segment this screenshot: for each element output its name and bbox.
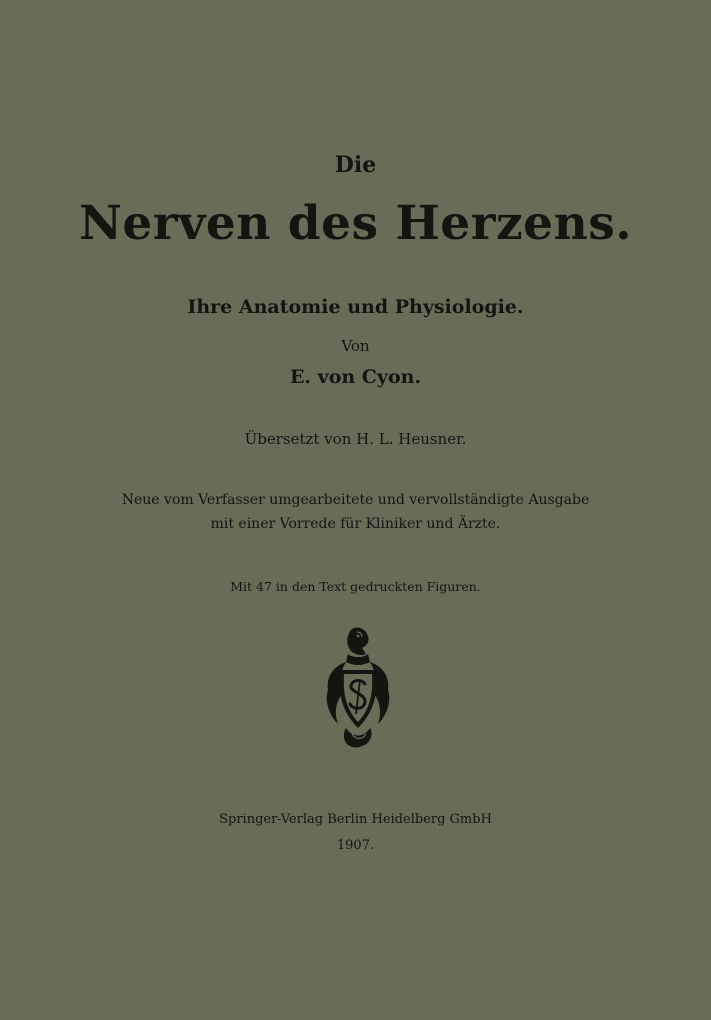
knight-shield-emblem-icon — [316, 624, 400, 752]
by-label: Von — [341, 337, 370, 355]
figures-line: Mit 47 in den Text gedruckten Figuren. — [230, 579, 481, 594]
edition-line-2: mit einer Vorrede für Kliniker und Ärzte. — [210, 516, 501, 532]
translator-line: Übersetzt von H. L. Heusner. — [244, 430, 467, 448]
edition-line-1: Neue vom Verfasser umgearbeitete und vervollständigte Ausgabe — [121, 492, 590, 508]
publisher-name: Springer-Verlag Berlin Heidelberg GmbH — [219, 812, 492, 827]
book-title: Nerven des Herzens. — [78, 196, 633, 251]
publication-year: 1907. — [336, 838, 375, 853]
author-name: E. von Cyon. — [289, 366, 422, 388]
book-subtitle: Ihre Anatomie und Physiologie. — [187, 296, 524, 318]
title-article: Die — [334, 152, 377, 178]
